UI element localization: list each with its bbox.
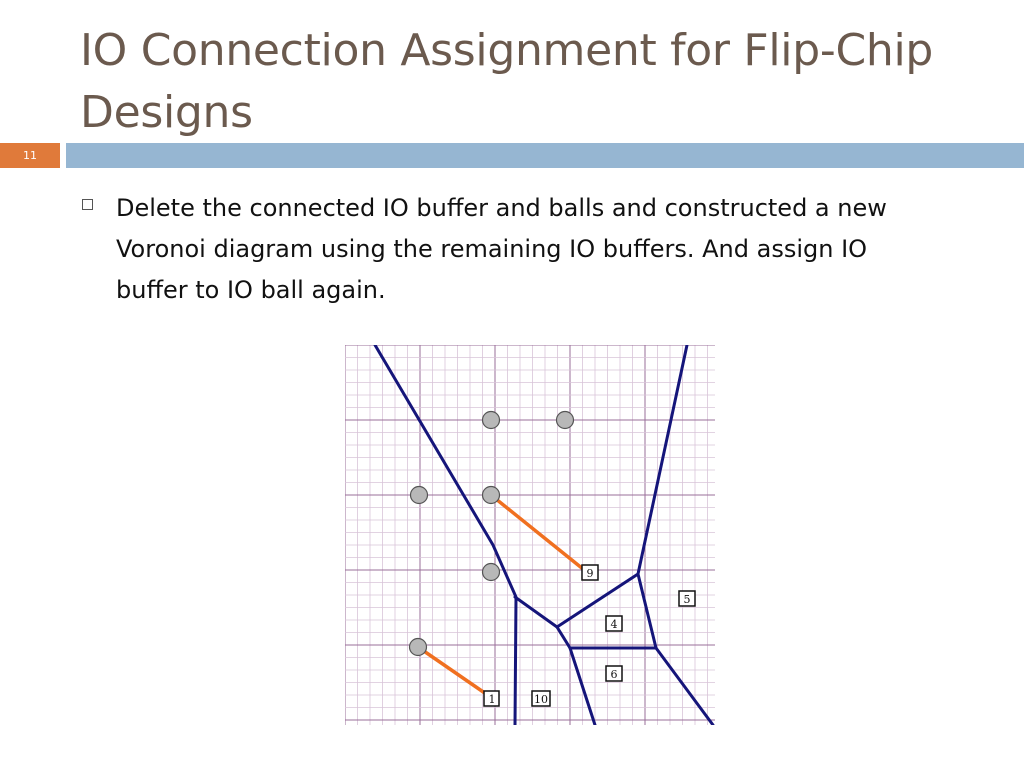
slide-number: 11: [0, 143, 60, 168]
io-buffer-label-6: 6: [610, 668, 618, 681]
bullet-text: Delete the connected IO buffer and balls and constructed a new Voronoi diagram using the remaining IO buffers. And assign IO buffer to IO ball again.: [116, 194, 887, 304]
voronoi-edges: [375, 345, 713, 725]
io-buffer-label-5: 5: [683, 593, 691, 606]
io-ball: [557, 412, 574, 429]
voronoi-diagram-svg: [345, 345, 715, 725]
title-divider-bar: [66, 143, 1024, 168]
voronoi-edge-upper-right: [515, 345, 687, 627]
io-buffer-label-10: 10: [534, 693, 548, 706]
bullet-square-icon: [82, 199, 93, 210]
io-ball: [410, 639, 427, 656]
connections: [418, 495, 588, 698]
io-buffer-label-9: 9: [586, 567, 594, 580]
io-buffer-label-1: 1: [488, 693, 496, 706]
grid: [345, 345, 715, 725]
voronoi-edge-middle: [557, 627, 595, 725]
connection-line-ball-to-buffer-9: [491, 495, 588, 573]
io-ball: [483, 487, 500, 504]
io-ball: [483, 564, 500, 581]
io-ball: [483, 412, 500, 429]
voronoi-diagram-figure: [345, 345, 715, 725]
io-ball: [411, 487, 428, 504]
connection-line-ball-to-buffer-1: [418, 647, 492, 698]
slide-title: IO Connection Assignment for Flip-Chip Designs: [80, 25, 934, 138]
io-buffer-labels: [489, 567, 691, 706]
io-buffer-label-4: 4: [610, 618, 618, 631]
